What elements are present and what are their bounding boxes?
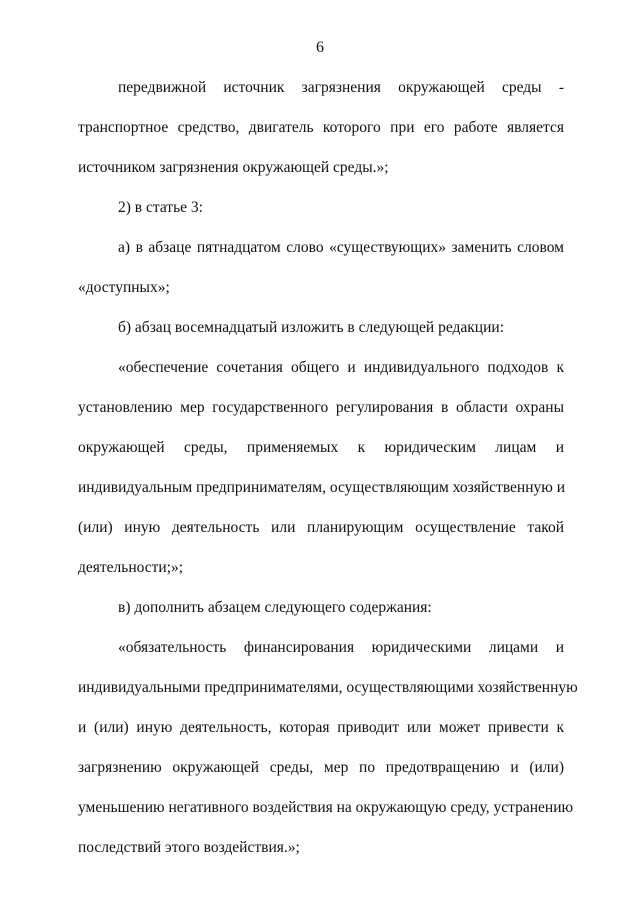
- paragraph-1-line-3: источником загрязнения окружающей среды.»;: [78, 159, 389, 176]
- paragraph-6-line-1: в) дополнить абзацем следующего содержания:: [118, 599, 432, 616]
- paragraph-1-line-2: транспортное средство, двигатель которого при его работе является: [78, 119, 564, 136]
- paragraph-7-line-6: последствий этого воздействия.»;: [78, 839, 300, 856]
- paragraph-5-line-5: (или) иную деятельность или планирующим осуществление такой: [78, 519, 564, 536]
- paragraph-7-line-3: и (или) иную деятельность, которая приводит или может привести к: [78, 719, 564, 736]
- page-number: 6: [316, 39, 324, 56]
- paragraph-5-line-6: деятельности;»;: [78, 559, 184, 576]
- paragraph-5-line-1: «обеспечение сочетания общего и индивидуального подходов к: [118, 359, 564, 376]
- document-body: [78, 78, 578, 878]
- paragraph-7-line-5: уменьшению негативного воздействия на окружающую среду, устранению: [78, 799, 574, 816]
- paragraph-5-line-4: индивидуальным предпринимателям, осуществляющим хозяйственную и: [78, 479, 566, 496]
- paragraph-7-line-1: «обязательность финансирования юридическими лицами и: [118, 639, 564, 656]
- paragraph-3-line-2: «доступных»;: [78, 279, 170, 296]
- paragraph-4-line-1: б) абзац восемнадцатый изложить в следующей редакции:: [118, 319, 504, 336]
- paragraph-3-line-1: а) в абзаце пятнадцатом слово «существующих» заменить словом: [118, 239, 564, 256]
- paragraph-1-line-1: передвижной источник загрязнения окружающей среды -: [118, 79, 564, 96]
- paragraph-2-line-1: 2) в статье 3:: [118, 199, 203, 216]
- paragraph-7-line-2: индивидуальными предпринимателями, осуществляющими хозяйственную: [78, 679, 578, 696]
- paragraph-7-line-4: загрязнению окружающей среды, мер по предотвращению и (или): [78, 759, 564, 776]
- paragraph-5-line-2: установлению мер государственного регулирования в области охраны: [78, 399, 564, 416]
- paragraph-5-line-3: окружающей среды, применяемых к юридическим лицам и: [78, 439, 564, 456]
